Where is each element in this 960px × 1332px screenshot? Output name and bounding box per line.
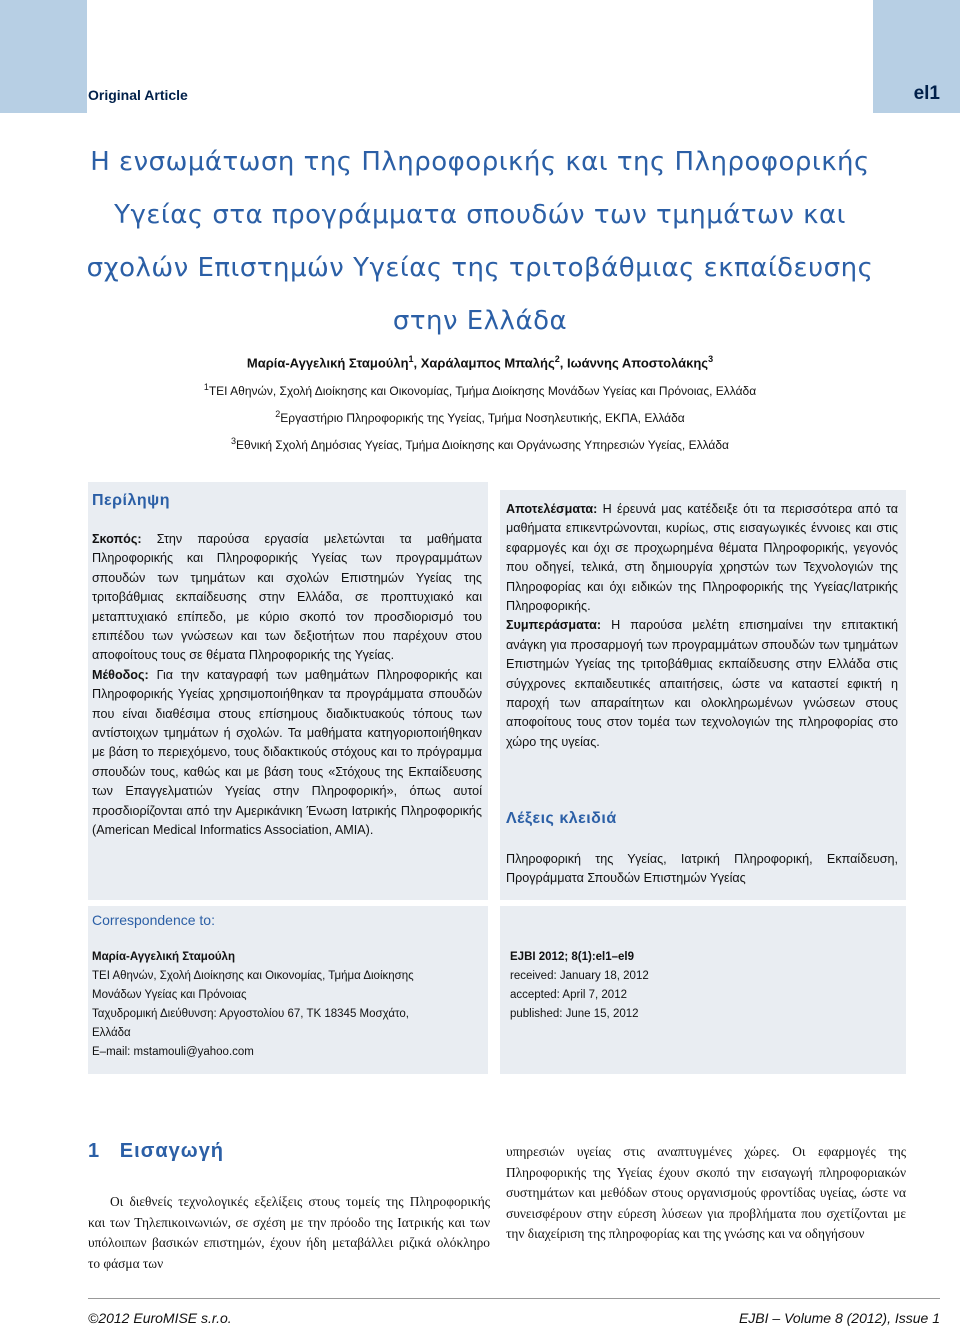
correspondence-line: Μονάδων Υγείας και Πρόνοιας <box>92 989 247 1001</box>
correspondence-details <box>92 948 414 1062</box>
correspondence-box <box>88 906 488 1074</box>
results-label: Αποτελέσματα: <box>506 502 598 516</box>
aim-text: Στην παρούσα εργασία μελετώνται τα μαθήματα Πληροφορικής και Πληροφορικής Υγείας των προγραμμάτων σπουδών των τμημάτων και σχολών Επιστημών Υγείας της τριτοβάθμιας εκπαίδευσης στην Ελλάδα, σε προπτυχιακό και μεταπτυχιακό επίπεδο, με κύριο σκοπό τον προσδιορισμό του επιπέδου των γνώσεων και των δεξιοτήτων που παρέχουν στου αποφοίτους τους σε θέματα Πληροφορικής της Υγείας. <box>92 532 482 663</box>
title-line: στην Ελλάδα <box>392 306 568 336</box>
author-sup: 3 <box>708 354 714 364</box>
correspondence-name: Μαρία-Αγγελική Σταμούλη <box>92 951 235 963</box>
published-date: published: June 15, 2012 <box>510 1008 639 1020</box>
correspondence-email: E–mail: mstamouli@yahoo.com <box>92 1046 254 1058</box>
author-name: Μαρία-Αγγελική Σταμούλη <box>246 355 409 371</box>
footer-divider <box>88 1298 940 1299</box>
correspondence-line: Ελλάδα <box>92 1027 131 1039</box>
abstract-left-text <box>92 530 482 841</box>
keywords-heading: Λέξεις κλειδιά <box>506 810 617 827</box>
affiliation-sup: 3 <box>231 436 237 446</box>
abstract-box-right <box>500 490 906 900</box>
affiliation <box>0 436 960 452</box>
correspondence-line: ΤΕΙ Αθηνών, Σχολή Διοίκησης και Οικονομίας, Τμήμα Διοίκησης <box>92 970 414 982</box>
title-line: Η ενσωμάτωση της Πληροφορικής και της Πληροφορικής <box>90 147 870 177</box>
section-number: 1 <box>88 1140 101 1162</box>
affiliation-text: ΤΕΙ Αθηνών, Σχολή Διοίκησης και Οικονομίας, Τμήμα Διοίκησης Μονάδων Υγείας και Πρόνοιας, Ελλάδα <box>208 384 757 398</box>
page-header <box>0 83 960 109</box>
footer-journal: EJBI – Volume 8 (2012), Issue 1 <box>738 1310 940 1326</box>
body-text-right: υπηρεσιών υγείας στις αναπτυγμένες χώρες. Οι εφαρμογές της Πληροφορικής της Υγείας έχουν σκοπό την εισαγωγή πληροφοριακών συστημάτων και μεθόδων στους οργανισμούς φροντίδας υγείας, ώστε να συνεισφέρουν στην εύρεση λύσεων για προβλήματα που σχετίζονται με την διαχείριση της πληροφορίας και της γνώσης και να οδηγήσουν <box>506 1144 906 1241</box>
body-text-left: Οι διεθνείς τεχνολογικές εξελίξεις στους τομείς της Πληροφορικής και των Τηλεπικοινωνιών, σε σχέση με την πρόοδο της Ιατρικής και των υπόλοιπων βασικών επιστημών, έχουν ήδη μεταβάλλει ριζικά ολόκληρο το φάσμα των <box>88 1194 490 1271</box>
paper-title <box>60 136 900 348</box>
accepted-date: accepted: April 7, 2012 <box>510 989 627 1001</box>
section-heading <box>88 1140 224 1163</box>
keywords-text: Πληροφορική της Υγείας, Ιατρική Πληροφορική, Εκπαίδευση, Προγράμματα Σπουδών Επιστημών Υγείας <box>506 852 898 886</box>
received-date: received: January 18, 2012 <box>510 970 649 982</box>
conclusions-text: Η παρούσα μελέτη επισημαίνει την επιτακτική ανάγκη για προσαρμογή των προγραμμάτων σπουδών των τμημάτων Επιστημών Υγείας της τριτοβάθμιας εκπαίδευσης στην Ελλάδα στις σύγχρονες εκπαιδευτικές απαιτήσεις, ώστε να καταστεί εφικτή η παροχή των απαραίτητων και ολοκληρωμένων γνώσεων στους αποφοίτους τους στον τομέα των τεχνολογιών της πληροφορίας στο χώρο της υγείας. <box>506 618 899 749</box>
affiliation-text: Εθνική Σχολή Δημόσιας Υγείας, Τμήμα Διοίκησης και Οργάνωσης Υπηρεσιών Υγείας, Ελλάδα <box>236 438 729 452</box>
title-line: σχολών Επιστημών Υγείας της τριτοβάθμιας εκπαίδευσης <box>86 253 874 283</box>
author-name: Χαράλαμπος Μπαλής <box>420 355 555 371</box>
correspondence-heading: Correspondence to: <box>92 912 215 928</box>
page-number: el1 <box>913 83 940 104</box>
article-type: Original Article <box>88 87 188 103</box>
affiliation <box>0 409 960 425</box>
method-label: Μέθοδος: <box>92 667 149 682</box>
author-sup: 1 <box>408 354 414 364</box>
aim-label: Σκοπός: <box>92 532 142 546</box>
author-sup: 2 <box>554 354 560 364</box>
footer-copyright: ©2012 EuroMISE s.r.o. <box>88 1310 232 1326</box>
abstract-heading: Περίληψη <box>92 492 170 509</box>
title-line: Υγείας στα προγράμματα σπουδών των τμημάτων και <box>114 200 846 230</box>
affiliation <box>0 382 960 398</box>
journal-citation: EJBI 2012; 8(1):el1–el9 <box>510 951 635 963</box>
abstract-box-left <box>88 482 488 900</box>
affiliation-sup: 2 <box>275 409 281 419</box>
conclusions-label: Συμπεράσματα: <box>506 618 602 633</box>
method-text: Για την καταγραφή των μαθημάτων Πληροφορικής και Πληροφορικής Υγείας χρησιμοποιήθηκαν τα προγράμματα σπουδών που είναι διαθέσιμα στους επίσημους διαδικτυακούς τόπους των αντίστοιχων τμημάτων ή σχολών. Τα μαθήματα κατηγοριοποιήθηκαν με βάση το περιεχόμενο, τους διδακτικούς στόχους και το πρόγραμμα σπουδών τους, καθώς και με βάση τους «Στόχους της Εκπαίδευσης των Επαγγελματιών Υγείας στην Πληροφορική», όπως αυτοί προσδιορίζονται από την Αμερικάνικη Ένωση Ιατρικής Πληροφορικής (American Medical Informatics Association, AMIA). <box>92 667 482 838</box>
abstract-right-text <box>506 500 898 752</box>
publication-info <box>510 948 649 1024</box>
author-name: Ιωάννης Αποστολάκης <box>566 355 709 371</box>
section-title: Εισαγωγή <box>119 1140 225 1162</box>
publication-info-box <box>500 906 906 1074</box>
correspondence-line: Ταχυδρομική Διεύθυνση: Αργοστολίου 67, ΤΚ 18345 Μοσχάτο, <box>92 1008 409 1020</box>
affiliation-sup: 1 <box>203 382 209 392</box>
results-text: Η έρευνά μας κατέδειξε ότι τα περισσότερα από τα μαθήματα επικεντρώνονται, κυρίως, στις εισαγωγικές έννοιες και στις εφαρμογές και όχι σε προχωρημένα θέματα Πληροφορικής, γεγονός που οδηγεί, τελικά, στη δημιουργία χρηστών των Τεχνολογιών της Πληροφορίας και όχι ειδικών της Πληροφορικής της Υγείας/Ιατρικής Πληροφορικής. <box>506 502 898 614</box>
affiliation-text: Εργαστήριο Πληροφορικής της Υγείας, Τμήμα Νοσηλευτικής, ΕΚΠΑ, Ελλάδα <box>280 411 685 425</box>
author-list: Μαρία-Αγγελική Σταμούλη$^1$, Χαράλαμπος Μπαλής$^2$, Ιωάννης Αποστολάκης$^3$ <box>246 354 714 371</box>
